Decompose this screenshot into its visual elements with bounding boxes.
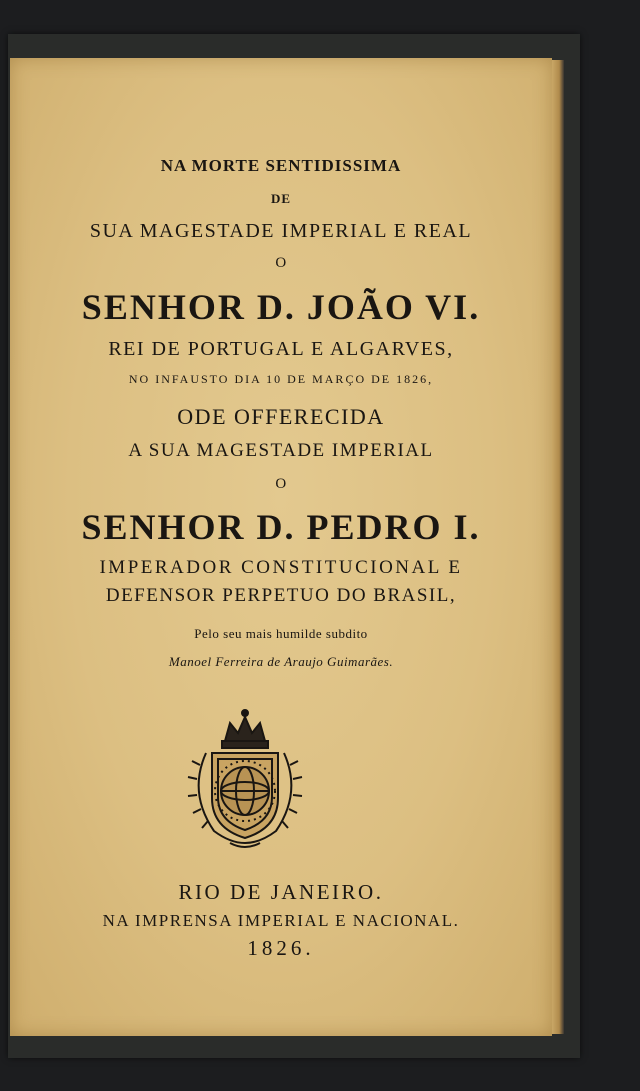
- emperor-name: SENHOR D. PEDRO I.: [81, 507, 481, 547]
- king-name: SENHOR D. JOÃO VI.: [81, 287, 481, 327]
- dedication-line: A SUA MAGESTADE IMPERIAL: [128, 440, 434, 461]
- heading-line-1: NA MORTE SENTIDISSIMA: [160, 156, 402, 175]
- title-page: [10, 58, 552, 1036]
- imprint-city: RIO DE JANEIRO.: [178, 880, 384, 904]
- king-title: REI DE PORTUGAL E ALGARVES,: [108, 338, 454, 360]
- heading-line-4: O: [275, 255, 287, 271]
- emperor-title-1: IMPERADOR CONSTITUCIONAL E: [99, 557, 463, 578]
- imprint-year: 1826.: [247, 936, 315, 960]
- emperor-title-2: DEFENSOR PERPETUO DO BRASIL,: [105, 585, 457, 606]
- page-edge: [552, 60, 564, 1034]
- heading-line-2: DE: [270, 191, 292, 206]
- ode-line: ODE OFFERECIDA: [177, 404, 385, 429]
- dedication-o: O: [275, 476, 287, 492]
- author-intro: Pelo seu mais humilde subdito: [194, 626, 368, 641]
- imprint-press: NA IMPRENSA IMPERIAL E NACIONAL.: [102, 911, 460, 930]
- heading-line-3: SUA MAGESTADE IMPERIAL E REAL: [89, 220, 473, 242]
- imperial-coat-of-arms-icon: [170, 703, 320, 853]
- author-name: Manoel Ferreira de Araujo Guimarães.: [168, 654, 394, 669]
- date-line: NO INFAUSTO DIA 10 DE MARÇO DE 1826,: [128, 372, 434, 386]
